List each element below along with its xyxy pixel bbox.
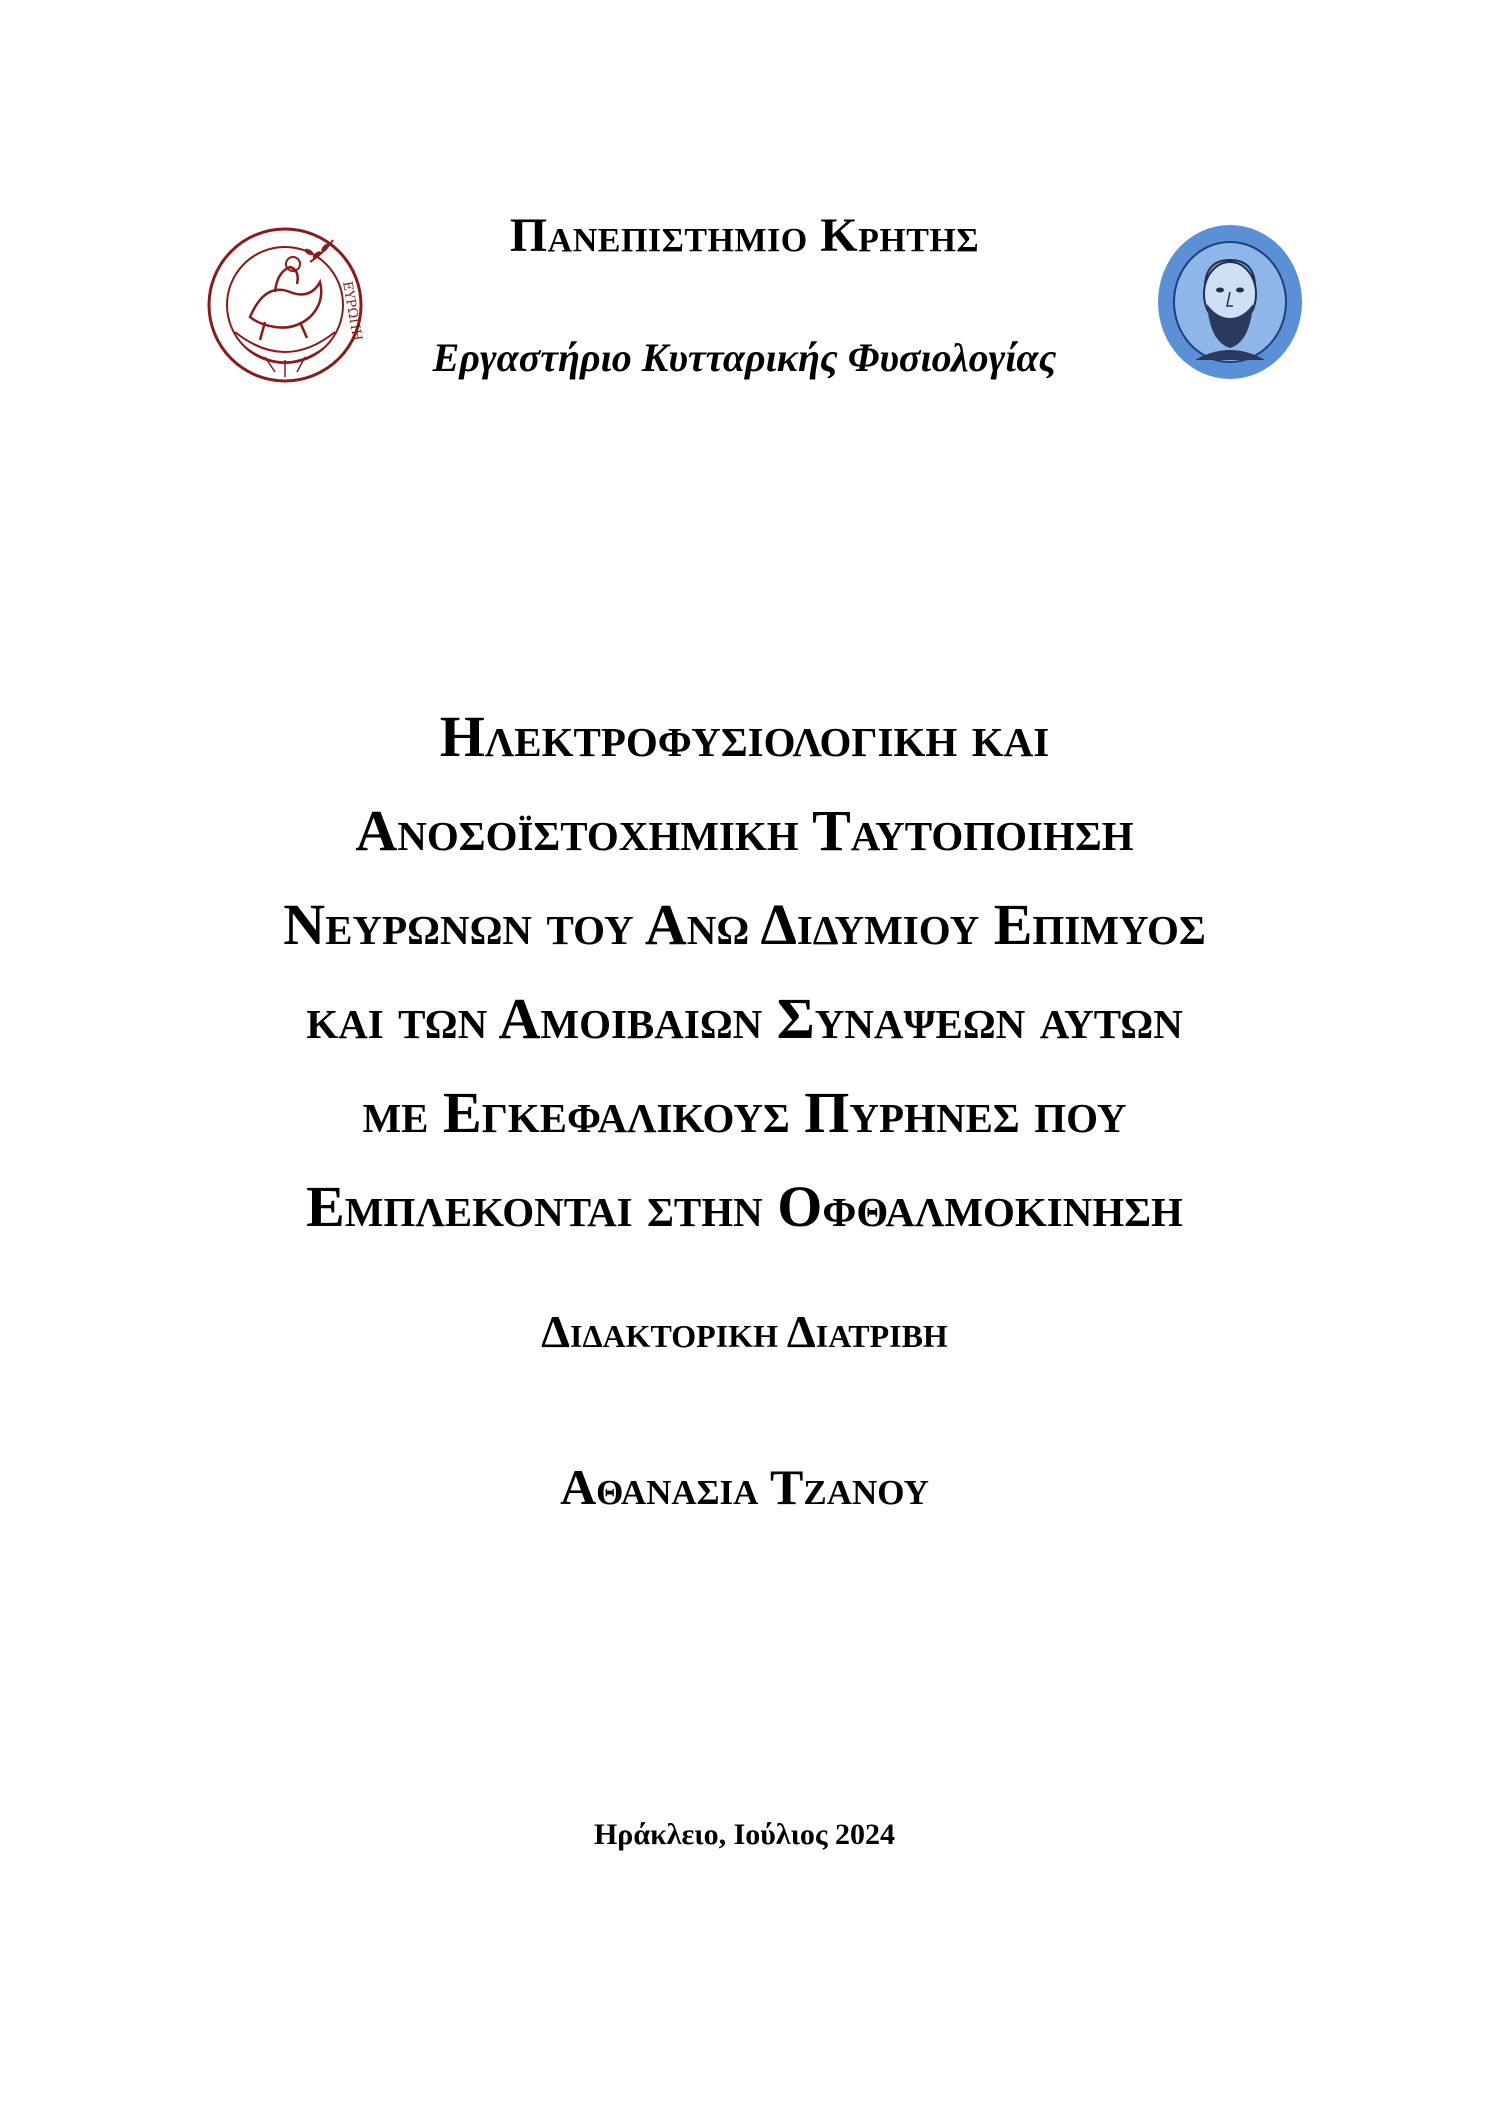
title-line: Ηλεκτροφυσιολογικη και [439, 704, 1050, 769]
svg-text:ΕΥΡΩΠΗ: ΕΥΡΩΠΗ [339, 280, 365, 343]
title-line: με Εγκεφαλικους Πυρηνες που [362, 1080, 1127, 1145]
title-line: Νευρωνων του Ανω Διδυμιου Επιμυος [283, 892, 1206, 957]
thesis-title [120, 690, 1369, 1254]
department-name: Εργαστήριο Κυτταρικής Φυσιολογίας [432, 335, 1057, 380]
title-line: και των Αμοιβαιων Συναψεων αυτων [306, 986, 1183, 1051]
institution-name: Πανεπιστημιο Κρητης [509, 209, 980, 262]
author-name: Αθανασια Τζανου [560, 1459, 929, 1515]
place-date: Ηράκλειο, Ιούλιος 2024 [593, 1818, 896, 1851]
document-type: Διδακτορικη Διατριβη [541, 1306, 948, 1357]
title-line: Ανοσοϊστοχημικη Ταυτοποιηση [355, 798, 1134, 863]
title-line: Εμπλεκονται στην Οφθαλμοκινηση [306, 1174, 1183, 1239]
